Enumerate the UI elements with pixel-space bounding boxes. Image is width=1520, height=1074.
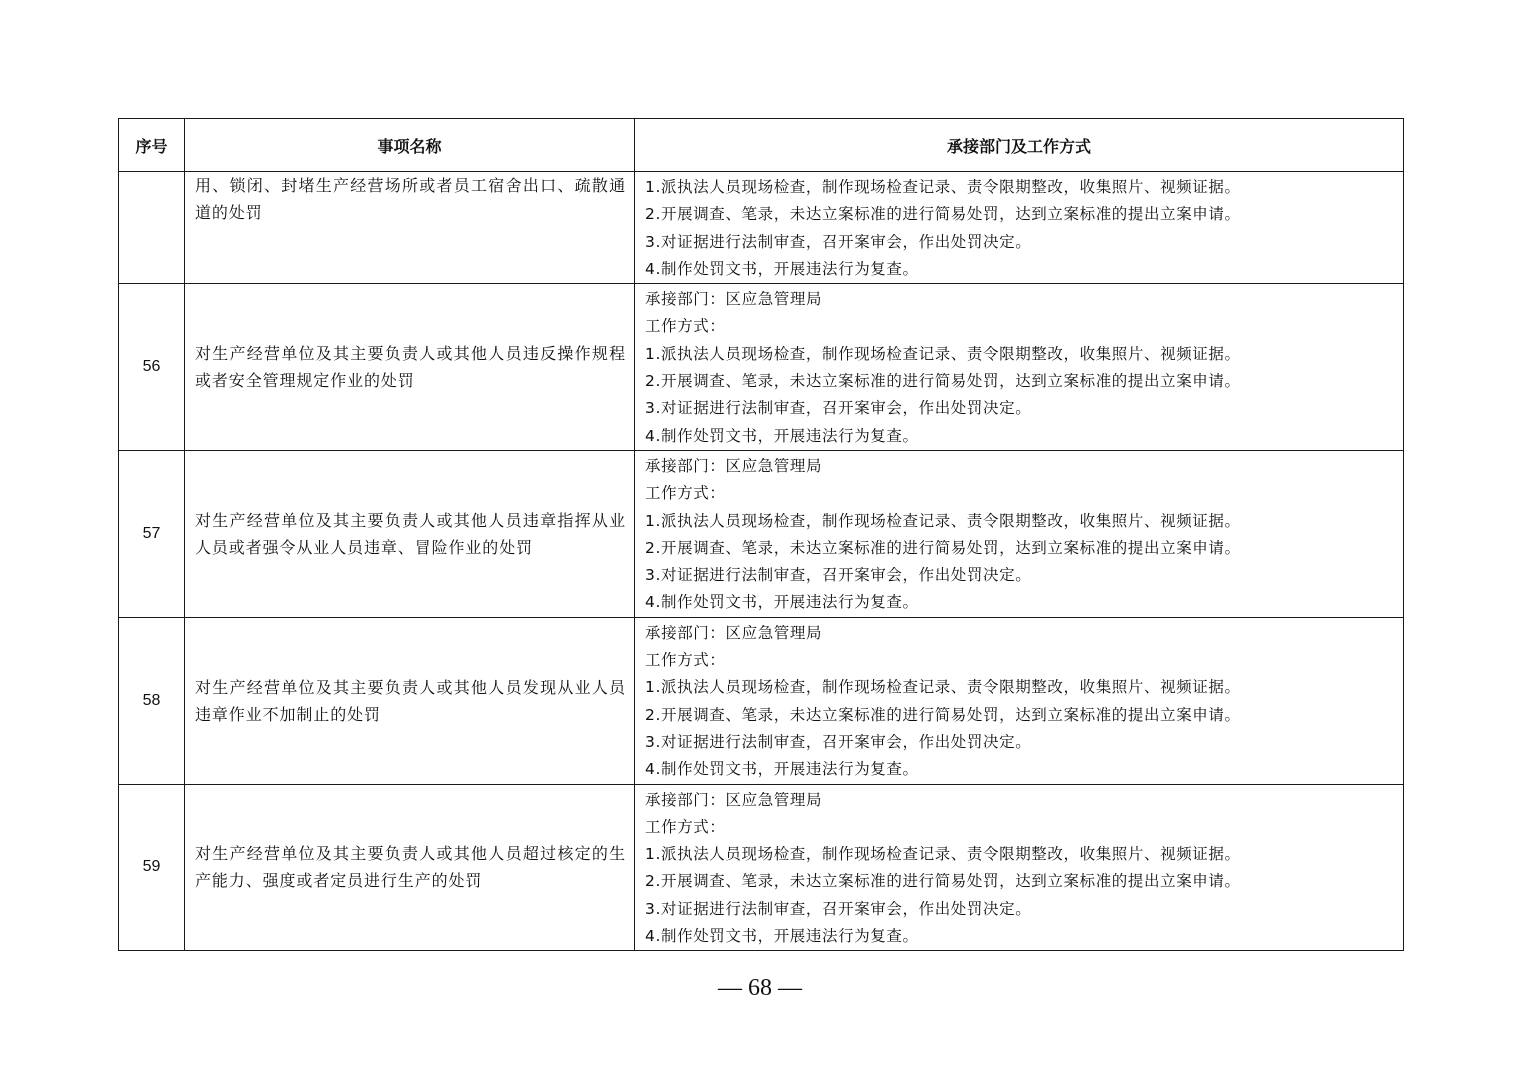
row-number: 57 <box>119 450 185 617</box>
method-heading: 工作方式： <box>645 817 726 836</box>
method-line: 1.派执法人员现场检查，制作现场检查记录、责令限期整改，收集照片、视频证据。 <box>645 344 1241 363</box>
department-line: 承接部门：区应急管理局 <box>645 790 823 809</box>
method-line: 3.对证据进行法制审查，召开案审会，作出处罚决定。 <box>645 566 1032 585</box>
row-number: 58 <box>119 617 185 784</box>
department-line: 承接部门：区应急管理局 <box>645 623 823 642</box>
method-line: 3.对证据进行法制审查，召开案审会，作出处罚决定。 <box>645 399 1032 418</box>
method-line: 4.制作处罚文书，开展违法行为复查。 <box>645 927 919 946</box>
table-row <box>119 450 1404 617</box>
work-method <box>635 450 1404 617</box>
table-header-row <box>119 119 1404 172</box>
item-name: 对生产经营单位及其主要负责人或其他人员超过核定的生产能力、强度或者定员进行生产的处罚 <box>185 784 635 951</box>
table-row <box>119 784 1404 951</box>
item-name: 对生产经营单位及其主要负责人或其他人员违章指挥从业人员或者强令从业人员违章、冒险作业的处罚 <box>185 450 635 617</box>
method-heading: 工作方式： <box>645 317 726 336</box>
method-line: 4.制作处罚文书，开展违法行为复查。 <box>645 426 919 445</box>
method-line: 3.对证据进行法制审查，召开案审会，作出处罚决定。 <box>645 732 1032 751</box>
method-line: 4.制作处罚文书，开展违法行为复查。 <box>645 760 919 779</box>
method-line: 1.派执法人员现场检查，制作现场检查记录、责令限期整改，收集照片、视频证据。 <box>645 178 1241 196</box>
header-department-and-method: 承接部门及工作方式 <box>635 119 1404 172</box>
item-name: 对生产经营单位及其主要负责人或其他人员发现从业人员违章作业不加制止的处罚 <box>185 617 635 784</box>
table-row <box>119 284 1404 451</box>
row-number <box>119 172 185 284</box>
method-line: 3.对证据进行法制审查，召开案审会，作出处罚决定。 <box>645 232 1032 251</box>
row-number: 56 <box>119 284 185 451</box>
method-heading: 工作方式： <box>645 651 726 670</box>
method-heading: 工作方式： <box>645 484 726 503</box>
method-line: 1.派执法人员现场检查，制作现场检查记录、责令限期整改，收集照片、视频证据。 <box>645 511 1241 530</box>
method-line: 3.对证据进行法制审查，召开案审会，作出处罚决定。 <box>645 899 1032 918</box>
table-row <box>119 172 1404 284</box>
work-method <box>635 784 1404 951</box>
method-line: 2.开展调查、笔录，未达立案标准的进行简易处罚，达到立案标准的提出立案申请。 <box>645 205 1241 224</box>
method-line: 2.开展调查、笔录，未达立案标准的进行简易处罚，达到立案标准的提出立案申请。 <box>645 872 1241 891</box>
item-name: 用、锁闭、封堵生产经营场所或者员工宿舍出口、疏散通道的处罚 <box>185 172 635 284</box>
row-number: 59 <box>119 784 185 951</box>
header-serial-number: 序号 <box>119 119 185 172</box>
method-line: 4.制作处罚文书，开展违法行为复查。 <box>645 593 919 612</box>
method-line: 4.制作处罚文书，开展违法行为复查。 <box>645 259 919 278</box>
method-line: 1.派执法人员现场检查，制作现场检查记录、责令限期整改，收集照片、视频证据。 <box>645 678 1241 697</box>
work-method <box>635 617 1404 784</box>
method-line: 1.派执法人员现场检查，制作现场检查记录、责令限期整改，收集照片、视频证据。 <box>645 845 1241 864</box>
method-line: 2.开展调查、笔录，未达立案标准的进行简易处罚，达到立案标准的提出立案申请。 <box>645 372 1241 391</box>
method-line: 2.开展调查、笔录，未达立案标准的进行简易处罚，达到立案标准的提出立案申请。 <box>645 538 1241 557</box>
department-line: 承接部门：区应急管理局 <box>645 456 823 475</box>
work-method <box>635 172 1404 284</box>
work-method <box>635 284 1404 451</box>
method-line: 2.开展调查、笔录，未达立案标准的进行简易处罚，达到立案标准的提出立案申请。 <box>645 705 1241 724</box>
table-row <box>119 617 1404 784</box>
department-line: 承接部门：区应急管理局 <box>645 290 823 309</box>
item-name: 对生产经营单位及其主要负责人或其他人员违反操作规程或者安全管理规定作业的处罚 <box>185 284 635 451</box>
items-table <box>118 118 1404 951</box>
page-number: — 68 — <box>718 975 802 1001</box>
header-item-name: 事项名称 <box>185 119 635 172</box>
